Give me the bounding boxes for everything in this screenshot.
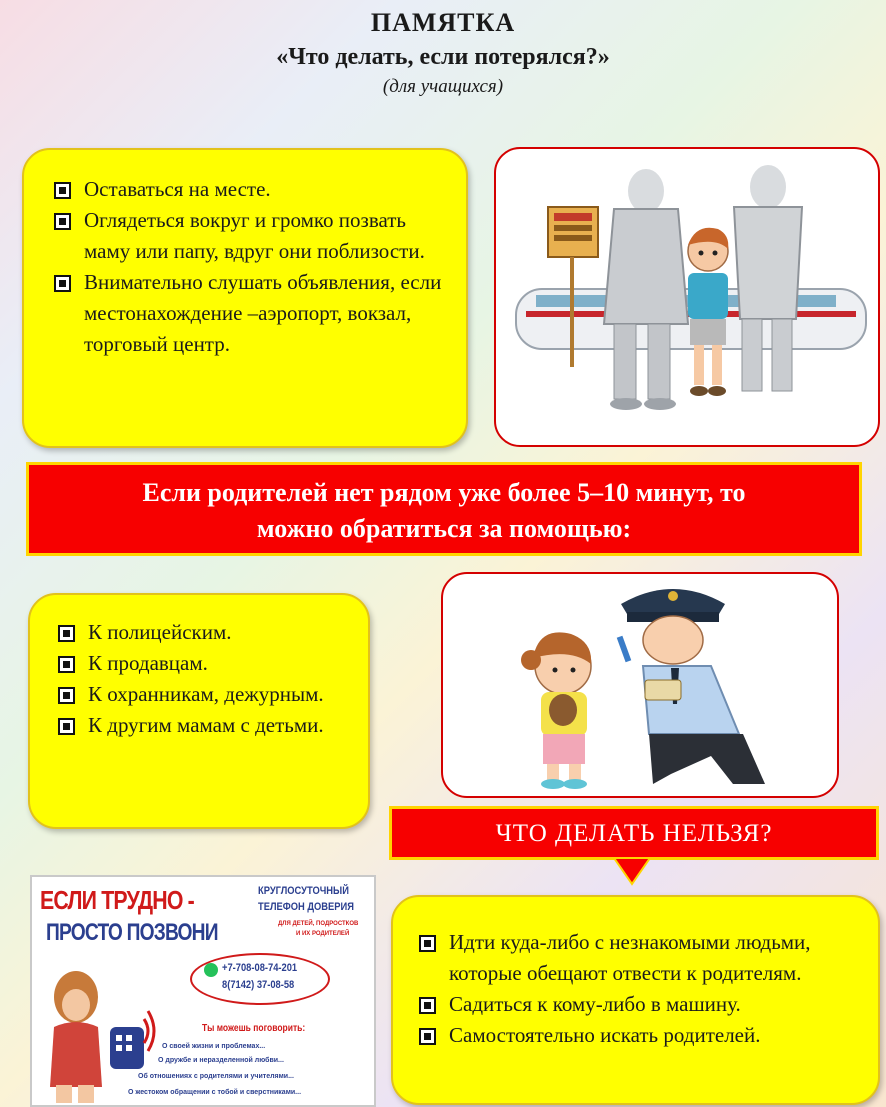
help-banner bbox=[26, 462, 862, 556]
poster-service-line1: КРУГЛОСУТОЧНЫЙ bbox=[258, 885, 349, 897]
dont-banner bbox=[389, 806, 879, 860]
checkbox-bullet-icon bbox=[54, 182, 71, 199]
checkbox-bullet-icon bbox=[58, 718, 75, 735]
advice-box-helpers bbox=[28, 593, 370, 829]
poster-headline1: ЕСЛИ ТРУДНО - bbox=[40, 885, 194, 915]
list-item: Оставаться на месте. bbox=[48, 174, 446, 205]
police-scene-illustration bbox=[443, 574, 839, 798]
dont-banner-text: ЧТО ДЕЛАТЬ НЕЛЬЗЯ? bbox=[495, 820, 773, 847]
list-item: Садиться к кому-либо в машину. bbox=[413, 989, 864, 1020]
checkbox-bullet-icon bbox=[58, 687, 75, 704]
station-scene-illustration bbox=[496, 149, 880, 447]
audience-note: (для учащихся) bbox=[382, 76, 504, 97]
poster-phone1: +7-708-08-74-201 bbox=[222, 962, 298, 974]
helpers-list bbox=[52, 617, 350, 741]
list-item: Внимательно слушать объявления, если местонахождение –аэропорт, вокзал, торговый центр. bbox=[48, 267, 446, 360]
prohibited-list bbox=[413, 927, 864, 1051]
poster-service-line2: ТЕЛЕФОН ДОВЕРИЯ bbox=[258, 901, 354, 913]
checkbox-bullet-icon bbox=[58, 656, 75, 673]
poster-talk-title: Ты можешь поговорить: bbox=[202, 1023, 306, 1034]
checkbox-bullet-icon bbox=[419, 1028, 436, 1045]
advice-list bbox=[48, 174, 446, 360]
poster-service-note2: И ИХ РОДИТЕЛЕЙ bbox=[296, 931, 350, 937]
prohibited-actions-box bbox=[391, 895, 880, 1105]
list-item: К другим мамам с детьми. bbox=[52, 710, 350, 741]
checkbox-bullet-icon bbox=[419, 997, 436, 1014]
header bbox=[0, 6, 886, 100]
poster-headline2: ПРОСТО ПОЗВОНИ bbox=[46, 919, 218, 946]
page-subtitle: «Что делать, если потерялся?» bbox=[276, 44, 610, 70]
poster-topic: О жестоком обращении с тобой и сверстниками... bbox=[128, 1089, 302, 1096]
illustration-lost-boy bbox=[494, 147, 880, 447]
list-item: К охранникам, дежурным. bbox=[52, 679, 350, 710]
helpline-poster bbox=[30, 875, 376, 1107]
arrow-down-icon bbox=[612, 858, 652, 886]
illustration-police-officer bbox=[441, 572, 839, 798]
poster-service-note1: ДЛЯ ДЕТЕЙ, ПОДРОСТКОВ bbox=[278, 921, 359, 927]
list-item: Идти куда-либо с незнакомыми людьми, которые обещают отвести к родителям. bbox=[413, 927, 864, 989]
advice-box-stay bbox=[22, 148, 468, 448]
poster-topic: О дружбе и неразделенной любви... bbox=[158, 1057, 284, 1064]
help-banner-line1: Если родителей нет рядом уже более 5–10 минут, то bbox=[142, 478, 746, 507]
poster-topic: Об отношениях с родителями и учителями... bbox=[138, 1073, 294, 1080]
checkbox-bullet-icon bbox=[54, 275, 71, 292]
page-title: ПАМЯТКА bbox=[370, 8, 516, 37]
checkbox-bullet-icon bbox=[54, 213, 71, 230]
whatsapp-icon bbox=[204, 963, 218, 977]
list-item: Оглядеться вокруг и громко позвать маму или папу, вдруг они поблизости. bbox=[48, 205, 446, 267]
list-item: Самостоятельно искать родителей. bbox=[413, 1020, 864, 1051]
checkbox-bullet-icon bbox=[58, 625, 75, 642]
sad-child-icon bbox=[36, 957, 156, 1107]
list-item: К полицейским. bbox=[52, 617, 350, 648]
help-banner-line2: можно обратиться за помощью: bbox=[256, 514, 632, 543]
list-item: К продавцам. bbox=[52, 648, 350, 679]
poster-phone2: 8(7142) 37-08-58 bbox=[222, 979, 295, 991]
checkbox-bullet-icon bbox=[419, 935, 436, 952]
poster-topic: О своей жизни и проблемах... bbox=[162, 1043, 266, 1050]
